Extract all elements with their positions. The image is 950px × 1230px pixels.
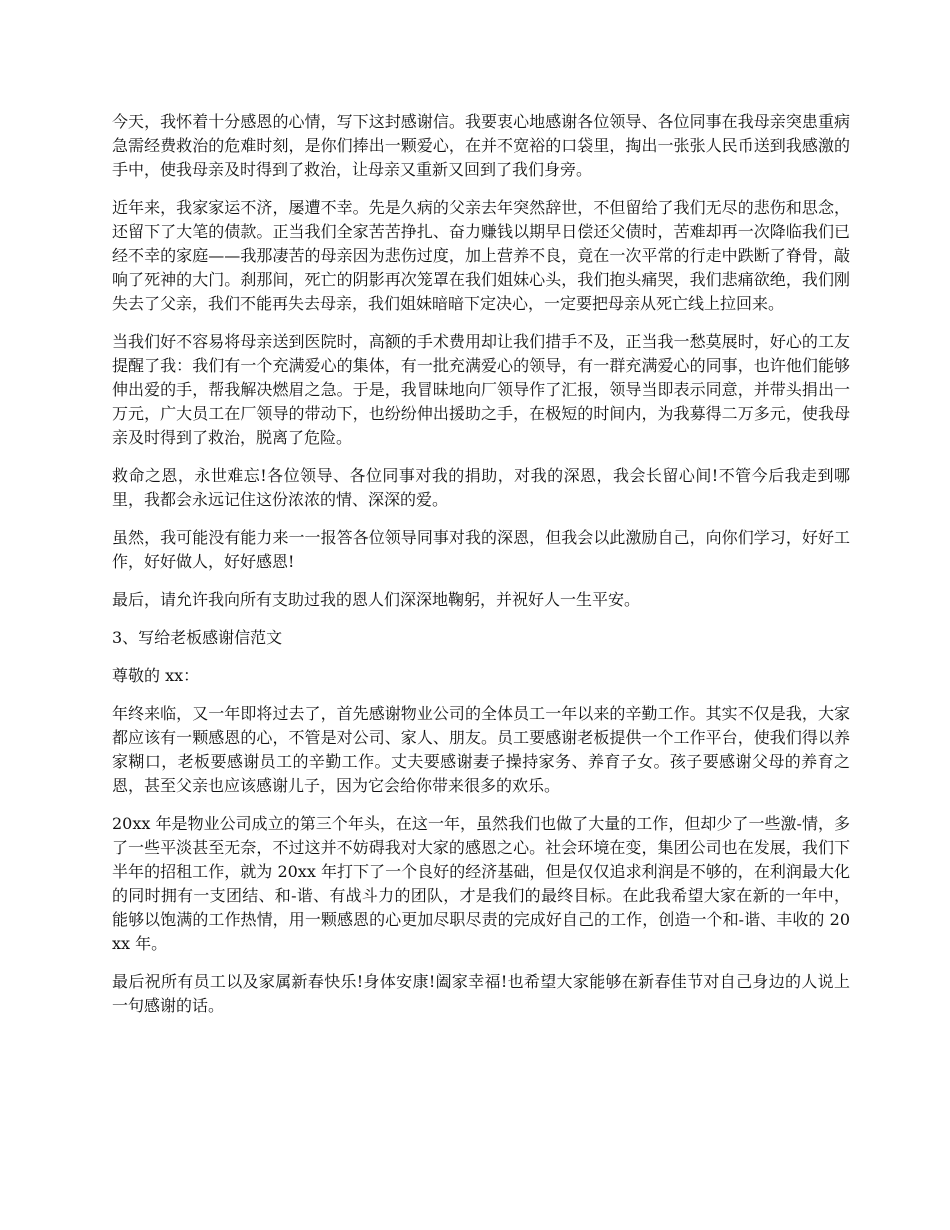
- paragraph-never-forget: 救命之恩，永世难忘!各位领导、各位同事对我的捐助，对我的深恩，我会长留心间!不管今后我走到哪里，我都会永远记住这份浓浓的情、深深的爱。: [112, 466, 850, 509]
- paragraph-year-end: 年终来临，又一年即将过去了，首先感谢物业公司的全体员工一年以来的辛勤工作。其实不仅是我，大家都应该有一颗感恩的心，不管是对公司、家人、朋友。员工要感谢老板提供一个工作平台，使我们得以养家糊口，老板要感谢员工的辛勤工作。丈夫要感谢妻子操持家务、养育子女。孩子要感谢父母的养育之恩，甚至父亲也应该感谢儿子，因为它会给你带来很多的欢乐。: [112, 704, 850, 795]
- paragraph-new-year-wishes: 最后祝所有员工以及家属新春快乐!身体安康!阖家幸福!也希望大家能够在新春佳节对自己身边的人说上一句感谢的话。: [112, 972, 850, 1015]
- paragraph-gratitude-intro: 今天，我怀着十分感恩的心情，写下这封感谢信。我要衷心地感谢各位领导、各位同事在我母亲突患重病急需经费救治的危难时刻，是你们捧出一颗爱心，在并不宽裕的口袋里，掏出一张张人民币送到我感激的手中，使我母亲及时得到了救治，让母亲又重新又回到了我们身旁。: [112, 112, 850, 179]
- salutation: 尊敬的 xx：: [112, 666, 200, 685]
- paragraph-family-hardship: 近年来，我家家运不济，屡遭不幸。先是久病的父亲去年突然辞世，不但留给了我们无尽的悲伤和思念，还留下了大笔的债款。正当我们全家苦苦挣扎、奋力赚钱以期早日偿还父债时，苦难却再一次降临我们已经不幸的家庭——我那凄苦的母亲因为悲伤过度，加上营养不良，竟在一次平常的行走中跌断了脊骨，敲响了死神的大门。刹那间，死亡的阴影再次笼罩在我们姐妹心头，我们抱头痛哭，我们悲痛欲绝，我们刚失去了父亲，我们不能再失去母亲，我们姐妹暗暗下定决心，一定要把母亲从死亡线上拉回来。: [112, 198, 850, 313]
- paragraph-hospital-donation: 当我们好不容易将母亲送到医院时，高额的手术费用却让我们措手不及，正当我一愁莫展时，好心的工友提醒了我：我们有一个充满爱心的集体，有一批充满爱心的领导，有一群充满爱心的同事，也许他们能够伸出爱的手，帮我解决燃眉之急。于是，我冒昧地向厂领导作了汇报，领导当即表示同意，并带头捐出一万元，广大员工在厂领导的带动下，也纷纷伸出援助之手，在极短的时间内，为我募得二万多元，使我母亲及时得到了救治，脱离了危险。: [112, 332, 850, 447]
- paragraph-motivation: 虽然，我可能没有能力来一一报答各位领导同事对我的深恩，但我会以此激励自己，向你们学习，好好工作，好好做人，好好感恩!: [112, 528, 850, 571]
- document-body: [112, 110, 850, 1032]
- section-heading: 3、写给老板感谢信范文: [112, 628, 283, 647]
- paragraph-company-year: 20xx 年是物业公司成立的第三个年头，在这一年，虽然我们也做了大量的工作，但却少了一些激-情，多了一些平淡甚至无奈，不过这并不妨碍我对大家的感恩之心。社会环境在变，集团公司也在发展，我们下半年的招租工作，就为 20xx 年打下了一个良好的经济基础，但是仅仅追求利润是不够的，在利润最大化的同时拥有一支团结、和-谐、有战斗力的团队，才是我们的最终目标。在此我希望大家在新的一年中，能够以饱满的工作热情，用一颗感恩的心更加尽职尽责的完成好自己的工作，创造一个和-谐、丰收的 20xx 年。: [112, 814, 850, 953]
- paragraph-closing-bow: 最后，请允许我向所有支助过我的恩人们深深地鞠躬，并祝好人一生平安。: [112, 590, 641, 609]
